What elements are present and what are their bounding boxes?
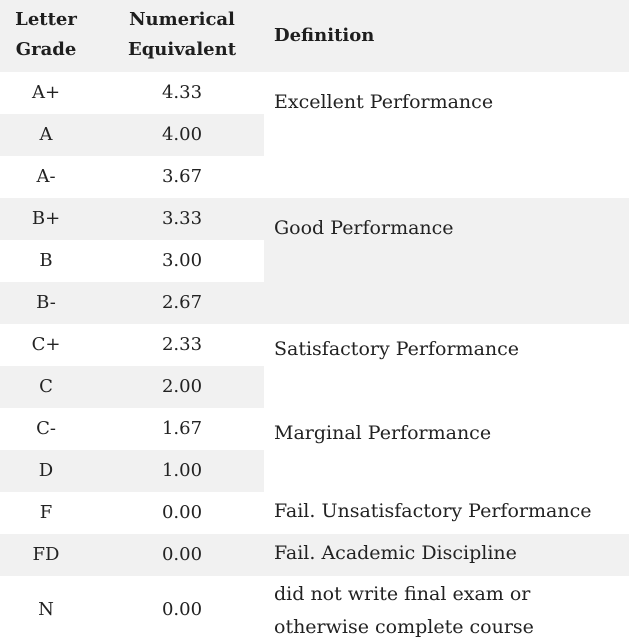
numerical-equivalent-cell: 2.67 bbox=[161, 292, 203, 313]
letter-grade-cell: FD bbox=[32, 544, 60, 565]
table-row bbox=[0, 576, 264, 644]
header-letter-line2: Grade bbox=[15, 39, 77, 60]
definition-no-final-line1: did not write final exam or bbox=[274, 583, 531, 605]
numerical-equivalent-cell: 3.00 bbox=[161, 250, 203, 271]
table-row bbox=[0, 282, 264, 324]
numerical-equivalent-cell: 3.33 bbox=[161, 208, 203, 229]
definition-satisfactory: Satisfactory Performance bbox=[274, 338, 520, 360]
numerical-equivalent-cell: 2.00 bbox=[161, 376, 203, 397]
letter-grade-cell: A- bbox=[36, 166, 56, 187]
table-row bbox=[0, 114, 264, 156]
header-numerical-equivalent bbox=[112, 5, 252, 65]
numerical-equivalent-cell: 2.33 bbox=[161, 334, 203, 355]
table-row bbox=[0, 366, 264, 408]
header-letter-line1: Letter bbox=[15, 9, 77, 30]
letter-grade-cell: C+ bbox=[31, 334, 61, 355]
table-row bbox=[0, 324, 264, 366]
header-definition: Definition bbox=[274, 25, 375, 46]
definition-block-satisfactory bbox=[264, 324, 629, 408]
letter-grade-cell: B- bbox=[36, 292, 56, 313]
numerical-equivalent-cell: 0.00 bbox=[161, 544, 203, 565]
numerical-equivalent-cell: 1.67 bbox=[161, 418, 203, 439]
numerical-equivalent-cell: 3.67 bbox=[161, 166, 203, 187]
numerical-equivalent-cell: 1.00 bbox=[161, 460, 203, 481]
definition-good: Good Performance bbox=[274, 217, 454, 239]
definition-marginal: Marginal Performance bbox=[274, 422, 492, 444]
numerical-equivalent-cell: 0.00 bbox=[161, 502, 203, 523]
numerical-equivalent-cell: 4.33 bbox=[161, 82, 203, 103]
letter-grade-cell: B bbox=[39, 250, 53, 271]
table-row bbox=[0, 72, 264, 114]
numerical-equivalent-cell: 0.00 bbox=[161, 599, 203, 620]
definition-fail-discipline: Fail. Academic Discipline bbox=[274, 542, 517, 564]
letter-grade-cell: D bbox=[38, 460, 54, 481]
numerical-equivalent-cell: 4.00 bbox=[161, 124, 203, 145]
table-row bbox=[0, 450, 264, 492]
definition-block-marginal bbox=[264, 408, 629, 492]
header-letter-grade bbox=[0, 5, 92, 65]
table-row bbox=[0, 408, 264, 450]
table-row bbox=[0, 534, 264, 576]
definition-fail-unsatisfactory: Fail. Unsatisfactory Performance bbox=[274, 500, 592, 522]
letter-grade-cell: A bbox=[39, 124, 53, 145]
letter-grade-cell: A+ bbox=[31, 82, 61, 103]
letter-grade-cell: C bbox=[39, 376, 53, 397]
letter-grade-cell: F bbox=[39, 502, 53, 523]
table-row bbox=[0, 492, 264, 534]
letter-grade-cell: C- bbox=[36, 418, 56, 439]
table-row bbox=[0, 198, 264, 240]
definition-excellent: Excellent Performance bbox=[274, 91, 494, 113]
table-row bbox=[0, 156, 264, 198]
header-numeric-line2: Equivalent bbox=[127, 39, 237, 60]
header-numeric-line1: Numerical bbox=[129, 9, 235, 30]
table-row bbox=[0, 240, 264, 282]
definition-no-final-line2: otherwise complete course bbox=[274, 616, 534, 638]
letter-grade-cell: B+ bbox=[31, 208, 61, 229]
letter-grade-cell: N bbox=[38, 599, 54, 620]
